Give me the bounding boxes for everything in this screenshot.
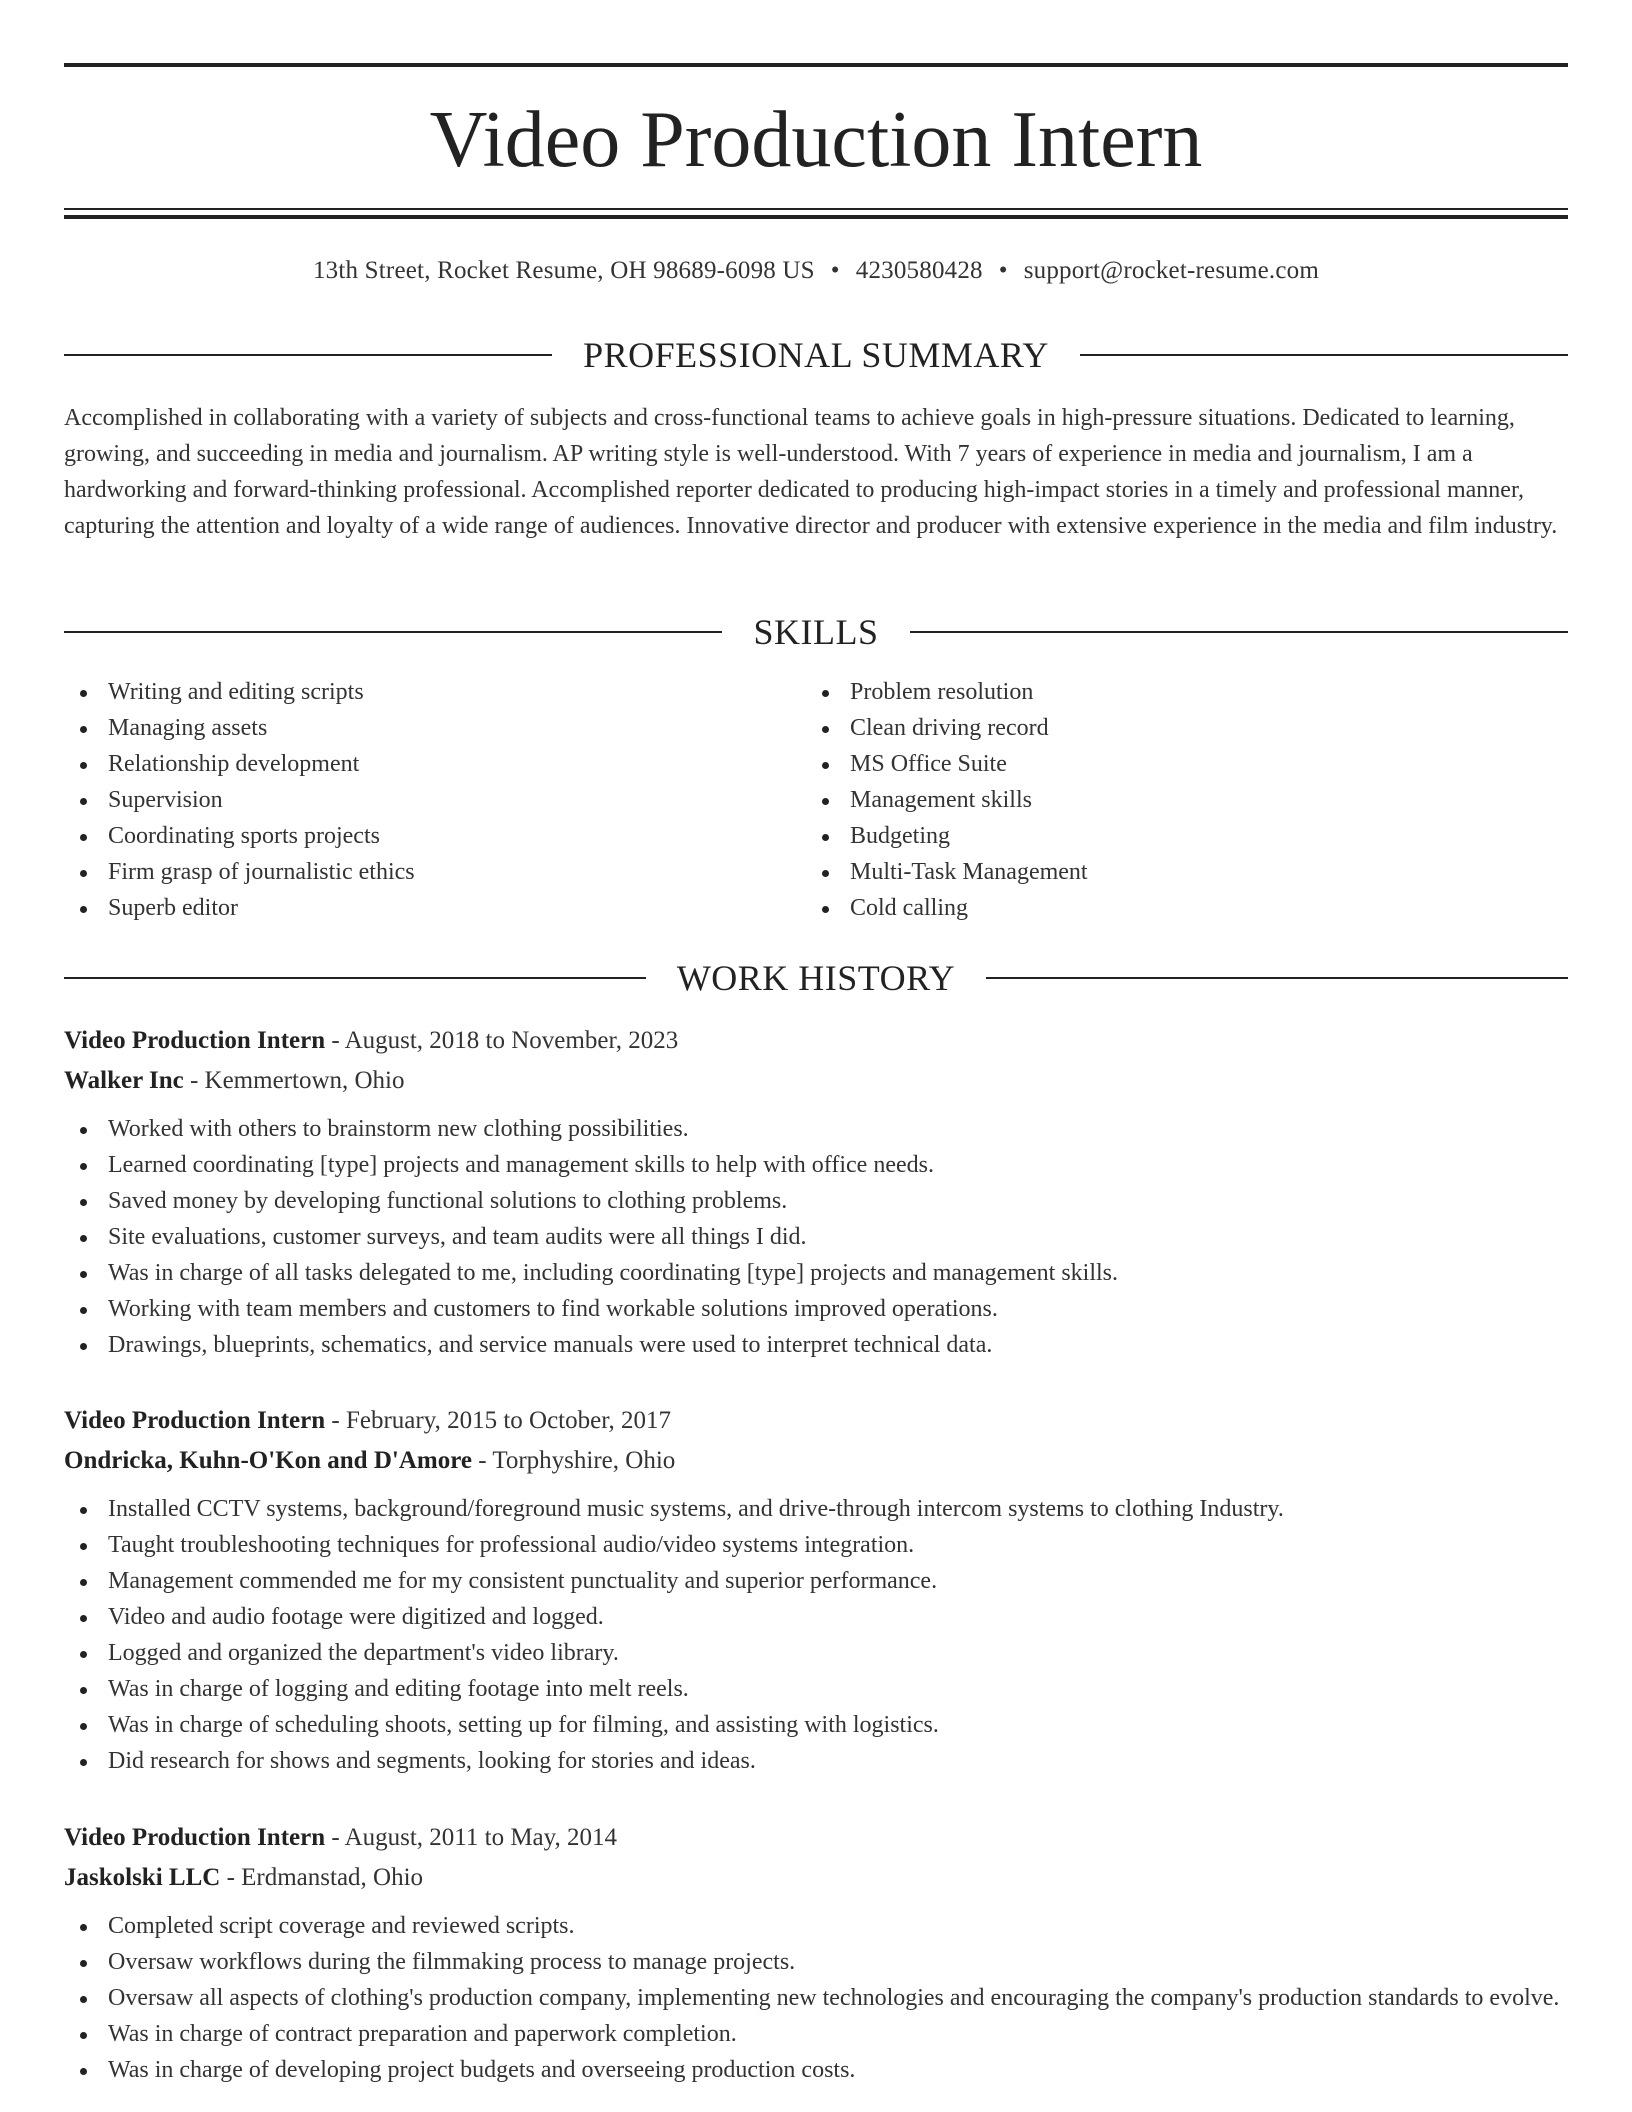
job-bullet: Installed CCTV systems, background/foreground music systems, and drive-through intercom systems to clothing Industry.	[64, 1491, 1568, 1527]
skill-item: Management skills	[806, 782, 1506, 818]
job-bullet: Drawings, blueprints, schematics, and service manuals were used to interpret technical data.	[64, 1327, 1568, 1363]
professional-summary-text: Accomplished in collaborating with a variety of subjects and cross-functional teams to achieve goals in high-pressure situations. Dedicated to learning, growing, and succeeding in media and journalism. AP writing style is well-understood. With 7 years of experience in media and journalism, I am a hardworking and forward-thinking professional. Accomplished reporter dedicated to producing high-impact stories in a timely and professional manner, capturing the attention and loyalty of a wide range of audiences. Innovative director and producer with extensive experience in the media and film industry.	[64, 405, 1558, 539]
job-bullet: Was in charge of all tasks delegated to me, including coordinating [type] projects and management skills.	[64, 1255, 1568, 1291]
header-top-rule	[64, 63, 1568, 67]
job-bullet: Was in charge of developing project budgets and overseeing production costs.	[64, 2052, 1568, 2088]
skill-item: Writing and editing scripts	[64, 674, 764, 710]
skill-item: Supervision	[64, 782, 764, 818]
job-title-line: Video Production Intern - August, 2018 to November, 2023	[64, 1027, 679, 1054]
section-heading-label: SKILLS	[753, 612, 879, 652]
job-bullet-list	[64, 1908, 1568, 2088]
job-company-line: Jaskolski LLC - Erdmanstad, Ohio	[64, 1864, 424, 1891]
job-dates: February, 2015 to October, 2017	[345, 1407, 672, 1434]
job-title-line: Video Production Intern - February, 2015 to October, 2017	[64, 1407, 672, 1434]
contact-phone: 4230580428	[855, 257, 983, 284]
job-bullet: Site evaluations, customer surveys, and team audits were all things I did.	[64, 1219, 1568, 1255]
header-bottom-rule-thick	[64, 215, 1568, 219]
job-company: Walker Inc	[64, 1067, 184, 1094]
skill-item: Clean driving record	[806, 710, 1506, 746]
resume-title: Video Production Intern	[429, 96, 1203, 184]
heading-rule-right	[986, 977, 1568, 979]
job-title-line: Video Production Intern - August, 2011 to May, 2014	[64, 1824, 618, 1851]
job-dates: August, 2018 to November, 2023	[344, 1027, 679, 1054]
job-title: Video Production Intern	[64, 1027, 326, 1054]
contact-separator: •	[998, 257, 1008, 284]
contact-address: 13th Street, Rocket Resume, OH 98689-6098 US	[312, 257, 815, 284]
job-bullet-list	[64, 1111, 1568, 1363]
job-bullet: Management commended me for my consistent punctuality and superior performance.	[64, 1563, 1568, 1599]
job-bullet: Completed script coverage and reviewed scripts.	[64, 1908, 1568, 1944]
job-entry	[64, 1021, 1568, 1363]
job-bullet: Did research for shows and segments, looking for stories and ideas.	[64, 1743, 1568, 1779]
skill-item: Cold calling	[806, 890, 1506, 926]
job-location: Torphyshire, Ohio	[492, 1447, 676, 1474]
skill-item: Superb editor	[64, 890, 764, 926]
job-bullet: Oversaw all aspects of clothing's production company, implementing new technologies and encouraging the company's production standards to evolve.	[64, 1980, 1568, 2016]
job-bullet: Saved money by developing functional solutions to clothing problems.	[64, 1183, 1568, 1219]
section-heading-label: PROFESSIONAL SUMMARY	[583, 335, 1049, 375]
job-company-line: Ondricka, Kuhn-O'Kon and D'Amore - Torphyshire, Ohio	[64, 1447, 676, 1474]
job-dates: August, 2011 to May, 2014	[344, 1824, 618, 1851]
job-bullet: Video and audio footage were digitized and logged.	[64, 1599, 1568, 1635]
skill-item: Firm grasp of journalistic ethics	[64, 854, 764, 890]
skills-list-left	[64, 674, 764, 926]
job-entry	[64, 1818, 1568, 2088]
job-location: Erdmanstad, Ohio	[241, 1864, 424, 1891]
skill-item: Managing assets	[64, 710, 764, 746]
skill-item: Budgeting	[806, 818, 1506, 854]
job-bullet: Logged and organized the department's video library.	[64, 1635, 1568, 1671]
job-bullet: Was in charge of scheduling shoots, setting up for filming, and assisting with logistics.	[64, 1707, 1568, 1743]
skills-list-right	[806, 674, 1506, 926]
job-bullet: Oversaw workflows during the filmmaking process to manage projects.	[64, 1944, 1568, 1980]
job-bullet: Taught troubleshooting techniques for professional audio/video systems integration.	[64, 1527, 1568, 1563]
skill-item: MS Office Suite	[806, 746, 1506, 782]
job-company: Ondricka, Kuhn-O'Kon and D'Amore	[64, 1447, 472, 1474]
job-title: Video Production Intern	[64, 1407, 326, 1434]
contact-line	[64, 253, 1568, 289]
heading-rule-right	[910, 631, 1568, 633]
skill-item: Multi-Task Management	[806, 854, 1506, 890]
job-bullet: Was in charge of contract preparation and paperwork completion.	[64, 2016, 1568, 2052]
header-bottom-rule-thin	[64, 208, 1568, 210]
job-bullet: Working with team members and customers to find workable solutions improved operations.	[64, 1291, 1568, 1327]
skill-item: Relationship development	[64, 746, 764, 782]
job-company: Jaskolski LLC	[64, 1864, 221, 1891]
section-heading-label: WORK HISTORY	[676, 958, 956, 998]
job-bullet: Was in charge of logging and editing footage into melt reels.	[64, 1671, 1568, 1707]
job-company-line: Walker Inc - Kemmertown, Ohio	[64, 1067, 405, 1094]
section-heading-work-history	[64, 956, 1568, 1000]
section-heading-skills	[64, 610, 1568, 654]
contact-separator: •	[830, 257, 840, 284]
section-heading-summary	[64, 333, 1568, 377]
skill-item: Problem resolution	[806, 674, 1506, 710]
job-entry	[64, 1401, 1568, 1779]
job-bullet-list	[64, 1491, 1568, 1779]
heading-rule-right	[1080, 354, 1568, 356]
job-location: Kemmertown, Ohio	[204, 1067, 405, 1094]
job-title: Video Production Intern	[64, 1824, 326, 1851]
contact-email: support@rocket-resume.com	[1023, 257, 1319, 284]
skill-item: Coordinating sports projects	[64, 818, 764, 854]
job-bullet: Learned coordinating [type] projects and management skills to help with office needs.	[64, 1147, 1568, 1183]
job-bullet: Worked with others to brainstorm new clothing possibilities.	[64, 1111, 1568, 1147]
